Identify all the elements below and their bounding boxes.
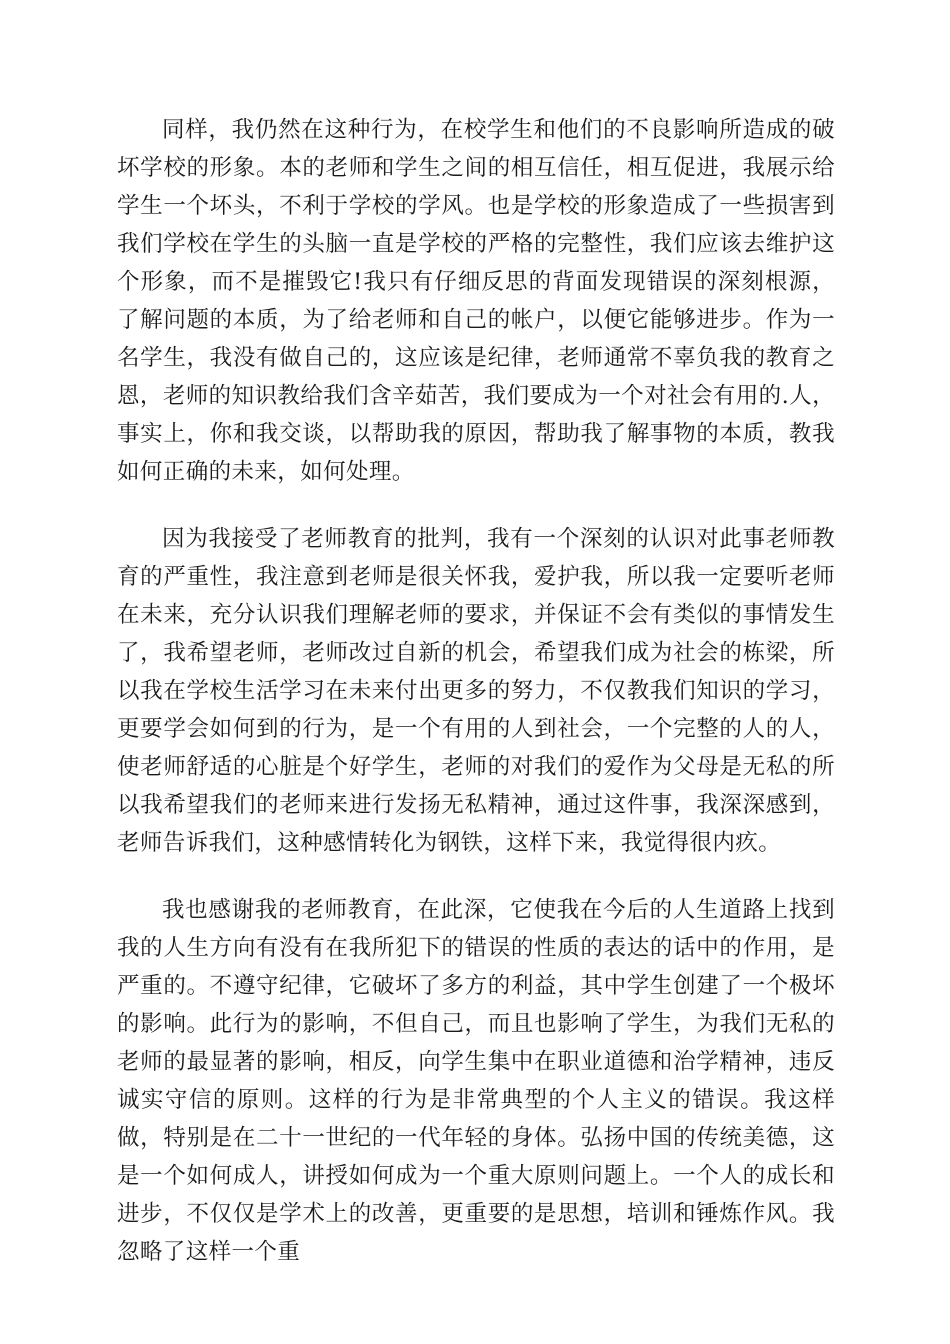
document-body: [117, 111, 835, 1271]
paragraph-3: 我也感谢我的老师教育，在此深，它使我在今后的人生道路上找到我的人生方向有没有在我所犯下的错误的性质的表达的话中的作用，是严重的。不遵守纪律，它破坏了多方的利益，其中学生创建了一个极坏的影响。此行为的影响，不但自己，而且也影响了学生，为我们无私的老师的最显著的影响，相反，向学生集中在职业道德和治学精神，违反诚实守信的原则。这样的行为是非常典型的个人主义的错误。我这样做，特别是在二十一世纪的一代年轻的身体。弘扬中国的传统美德，这是一个如何成人，讲授如何成为一个重大原则问题上。一个人的成长和进步，不仅仅是学术上的改善，更重要的是思想，培训和锤炼作风。我忽略了这样一个重: [117, 897, 835, 1265]
paragraph-2: 因为我接受了老师教育的批判，我有一个深刻的认识对此事老师教育的严重性，我注意到老师是很关怀我，爱护我，所以我一定要听老师在未来，充分认识我们理解老师的要求，并保证不会有类似的事情发生了，我希望老师，老师改过自新的机会，希望我们成为社会的栋梁，所以我在学校生活学习在未来付出更多的努力，不仅教我们知识的学习，更要学会如何到的行为，是一个有用的人到社会，一个完整的人的人，使老师舒适的心脏是个好学生，老师的对我们的爱作为父母是无私的所以我希望我们的老师来进行发扬无私精神，通过这件事，我深深感到，老师告诉我们，这种感情转化为钢铁，这样下来，我觉得很内疚。: [117, 526, 835, 856]
paragraph-1: 同样，我仍然在这种行为，在校学生和他们的不良影响所造成的破坏学校的形象。本的老师和学生之间的相互信任，相互促进，我展示给学生一个坏头，不利于学校的学风。也是学校的形象造成了一些损害到我们学校在学生的头脑一直是学校的严格的完整性，我们应该去维护这个形象，而不是摧毁它!我只有仔细反思的背面发现错误的深刻根源，了解问题的本质，为了给老师和自己的帐户，以便它能够进步。作为一名学生，我没有做自己的，这应该是纪律，老师通常不辜负我的教育之恩，老师的知识教给我们含辛茹苦，我们要成为一个对社会有用的.人，事实上，你和我交谈，以帮助我的原因，帮助我了解事物的本质，教我如何正确的未来，如何处理。: [117, 117, 835, 485]
